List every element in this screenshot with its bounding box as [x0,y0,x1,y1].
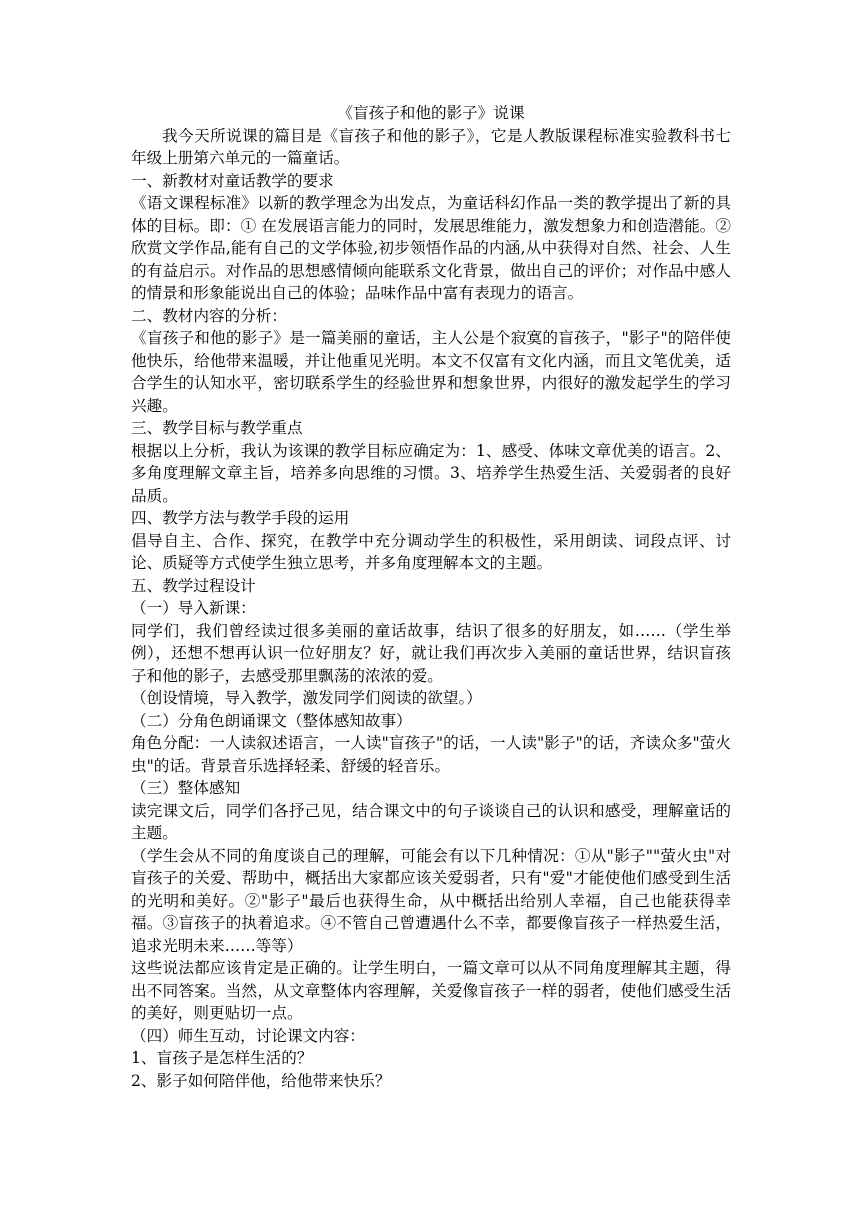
section-heading-3: 三、教学目标与教学重点 [131,419,303,437]
document-page [131,102,731,1092]
section-heading-4: 四、教学方法与教学手段的运用 [131,509,350,527]
body-paragraph: 倡导自主、合作、探究，在教学中充分调动学生的积极性，采用朗读、词段点评、讨论、质疑等方式使学生独立思考，并多角度理解本文的主题。 [131,531,731,572]
body-paragraph: （学生会从不同的角度谈自己的理解，可能会有以下几种情况：①从"影子""萤火虫"对盲孩子的关爱、帮助中，概括出大家都应该关爱弱者，只有"爱"才能使他们感受到生活的光明和美好。②"影子"最后也获得生命，从中概括出给别人幸福，自己也能获得幸福。③盲孩子的执着追求。④不管自己曾遭遇什么不幸，都要像盲孩子一样热爱生活，追求光明未来……等等） [131,846,731,955]
body-paragraph: 这些说法都应该肯定是正确的。让学生明白，一篇文章可以从不同角度理解其主题，得出不同答案。当然，从文章整体内容理解，关爱像盲孩子一样的弱者，使他们感受生活的美好，则更贴切一点。 [131,959,731,1022]
subsection-heading-3: （三）整体感知 [131,779,241,797]
body-paragraph: （创设情境，导入教学，激发同学们阅读的欲望。） [131,689,482,707]
body-paragraph: 角色分配：一人读叙述语言，一人读"盲孩子"的话，一人读"影子"的话，齐读众多"萤火虫"的话。背景音乐选择轻柔、舒缓的轻音乐。 [131,734,731,775]
section-heading-5: 五、教学过程设计 [131,576,256,595]
body-paragraph: 同学们，我们曾经读过很多美丽的童话故事，结识了很多的好朋友，如……（学生举例），还想不想再认识一位好朋友？好，就让我们再次步入美丽的童话世界，结识盲孩子和他的影子，去感受那里飘荡的浓浓的爱。 [131,621,731,685]
document-title: 《盲孩子和他的影子》说课 [337,104,525,122]
body-paragraph: 《盲孩子和他的影子》是一篇美丽的童话，主人公是个寂寞的盲孩子，"影子"的陪伴使他快乐，给他带来温暖，并让他重见光明。本文不仅富有文化内涵，而且文笔优美，适合学生的认知水平，密切联系学生的经验世界和想象世界，内很好的激发起学生的学习兴趣。 [131,329,731,415]
body-paragraph: 读完课文后，同学们各抒己见，结合课文中的句子谈谈自己的认识和感受，理解童话的主题。 [131,801,731,842]
list-item: 1、盲孩子是怎样生活的？ [131,1049,313,1067]
body-paragraph: 《语文课程标准》以新的教学理念为出发点，为童话科幻作品一类的教学提出了新的具体的目标。即：① 在发展语言能力的同时，发展思维能力，激发想象力和创造潜能。②欣赏文学作品,能有自己的文学体验,初步领悟作品的内涵,从中获得对自然、社会、人生的有益启示。对作品的思想感情倾向能联系文化背景，做出自己的评价；对作品中感人的情景和形象能说出自己的体验；品味作品中富有表现力的语言。 [131,194,731,302]
body-paragraph: 根据以上分析，我认为该课的教学目标应确定为：1、感受、体味文章优美的语言。2、多角度理解文章主旨，培养多向思维的习惯。3、培养学生热爱生活、关爱弱者的良好品质。 [131,441,731,505]
section-heading-1: 一、新教材对童话教学的要求 [131,171,334,190]
subsection-heading-1: （一）导入新课： [131,599,256,617]
section-heading-2: 二、教材内容的分析： [131,306,287,325]
intro-paragraph: 我今天所说课的篇目是《盲孩子和他的影子》，它是人教版课程标准实验教科书七年级上册第六单元的一篇童话。 [131,126,731,167]
subsection-heading-4: （四）师生互动，讨论课文内容： [131,1026,365,1045]
list-item: 2、影子如何陪伴他，给他带来快乐？ [131,1071,391,1090]
subsection-heading-2: （二）分角色朗诵课文（整体感知故事） [131,711,412,730]
